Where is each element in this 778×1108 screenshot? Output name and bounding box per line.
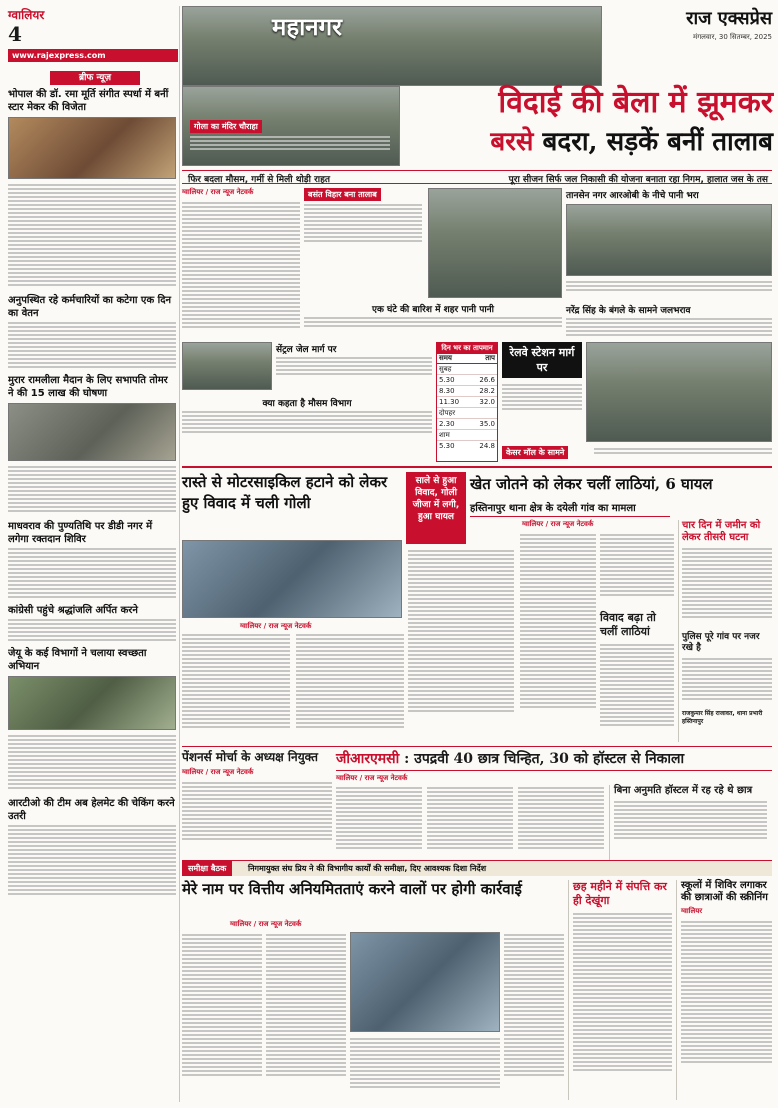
temp-time: शाम xyxy=(439,431,450,439)
photo5-label: नरेंद्र सिंह के बंगले के सामने जलभराव xyxy=(566,306,691,316)
farm-body-col1 xyxy=(520,532,596,742)
temp-value: 35.0 xyxy=(479,420,495,428)
review-headline: मेरे नाम पर वित्तीय अनियमितताएं करने वालों पर होगी कार्रवाई xyxy=(182,880,522,898)
brief-body xyxy=(8,823,176,903)
temp-rows xyxy=(437,364,497,451)
lead-headline-red: बरसे xyxy=(490,127,534,157)
basant-vihar-photo xyxy=(428,188,562,298)
page-number: 4 xyxy=(8,22,22,46)
kesar-label: केसर मॉल के सामने xyxy=(502,446,568,459)
jiwaji-col xyxy=(427,785,513,861)
city-label: ग्वालियर xyxy=(8,8,45,22)
lead-byline: ग्वालियर / राज न्यूज नेटवर्क xyxy=(182,188,254,196)
jiwaji-story xyxy=(336,750,772,856)
issue-date: मंगलवार, 30 सितम्बर, 2025 xyxy=(693,33,772,41)
pension-story xyxy=(182,750,332,856)
temp-time: 2.30 xyxy=(439,420,455,428)
website-bar: www.rajexpress.com xyxy=(8,49,178,62)
review-tag: समीक्षा बैठक xyxy=(182,861,232,876)
railway-photo xyxy=(586,342,772,442)
brief-headline: माधवराव की पुण्यतिथि पर डीडी नगर में लगेगा रक्तदान शिविर xyxy=(8,521,153,545)
paper-name: राज एक्सप्रेस xyxy=(686,8,772,29)
photo3-caption: एक घंटे की बारिश में शहर पानी पानी xyxy=(371,305,495,315)
subhead-left: फिर बदला मौसम, गर्मी से मिली थोड़ी राहत xyxy=(188,175,330,185)
farm-byline: ग्वालियर / राज न्यूज नेटवर्क xyxy=(522,520,594,528)
temperature-table xyxy=(436,342,498,462)
temp-col-temp: ताप xyxy=(485,354,495,362)
lead-body-col1 xyxy=(182,188,300,338)
brief-body xyxy=(8,733,176,793)
brief-headline: जेयू के कई विभागों ने चलाया स्वच्छता अभियान xyxy=(8,648,147,672)
weather-label: क्या कहता है मौसम विभाग xyxy=(262,399,352,409)
school-story xyxy=(676,880,772,1100)
temp-value xyxy=(467,430,497,440)
side-story xyxy=(678,520,772,742)
lead-photo3-block xyxy=(304,302,562,338)
railway-label: रेलवे स्टेशन मार्ग पर xyxy=(502,342,582,378)
temp-value: 32.0 xyxy=(479,398,495,406)
brief-headline: कांग्रेसी पहुंचे श्रद्धांजलि अर्पित करने xyxy=(8,605,138,616)
paper-masthead xyxy=(604,6,772,54)
photo2-label: बसंत विहार बना तालाब xyxy=(304,188,381,201)
jiwaji-col xyxy=(518,785,604,861)
review-col xyxy=(504,932,564,1100)
brief-news-column xyxy=(8,88,176,1100)
firing-photo xyxy=(182,540,402,618)
school-headline: स्कूलों में शिविर लगाकर की छात्राओं की स्क्रीनिंग xyxy=(681,880,768,903)
lead-subhead-bar xyxy=(182,170,772,184)
farm-inner-head: विवाद बढ़ा तो चलीं लाठियां xyxy=(600,611,656,638)
review-col xyxy=(350,1036,500,1100)
jiwaji-headline-red: जीआरएमसी xyxy=(336,751,400,767)
brief-body xyxy=(8,320,176,370)
temp-time: सुबह xyxy=(439,365,452,373)
lead-photo-label: गोला का मंदिर चौराहा xyxy=(190,120,262,133)
brief-headline: अनुपस्थित रहे कर्मचारियों का कटेगा एक दिन का वेतन xyxy=(8,295,172,319)
review-kicker-bar xyxy=(182,860,772,876)
temp-value xyxy=(467,364,497,374)
brief-photo xyxy=(8,403,176,461)
subhead-right: पूरा सीजन सिर्फ जल निकासी की योजना बनाता रहा निगम, हालात जस के तस xyxy=(508,175,768,185)
temp-value: 28.2 xyxy=(479,387,495,395)
firing-box: साले से हुआ विवाद, गोली जीजा में लगी, हुआ घायल xyxy=(406,472,466,544)
review-side xyxy=(568,880,672,1100)
central-jail-photo xyxy=(182,342,272,390)
weather-block xyxy=(182,396,432,460)
firing-byline: ग्वालियर / राज न्यूज नेटवर्क xyxy=(240,622,312,630)
jiwaji-side-head: बिना अनुमति हॉस्टल में रह रहे थे छात्र xyxy=(614,785,753,796)
firing-body-left xyxy=(182,632,290,742)
side-inner-head: पुलिस पूरे गांव पर नजर रखे है xyxy=(682,632,760,653)
lead-photo-caption xyxy=(190,134,390,152)
brief-headline: भोपाल की डॉ. रमा मूर्ति संगीत स्पर्धा में बनीं स्टार मेकर की विजेता xyxy=(8,89,169,113)
lead-headline-line1: विदाई की बेला में झूमकर xyxy=(498,85,773,120)
review-col xyxy=(266,932,346,1100)
brief-news-label: ब्रीफ न्यूज़ xyxy=(50,71,140,85)
temp-time: 5.30 xyxy=(439,376,455,384)
farm-body-col2 xyxy=(600,532,674,742)
section-rule xyxy=(182,746,772,747)
photo6-block xyxy=(276,342,432,390)
review-kicker: निगमायुक्त संघ प्रिय ने की विभागीय कार्यों की समीक्षा, दिए आवश्यक दिशा निर्देश xyxy=(248,864,487,873)
photo6-label: सेंट्रल जेल मार्ग पर xyxy=(276,345,337,355)
column-divider xyxy=(179,6,180,1102)
pension-byline: ग्वालियर / राज न्यूज नेटवर्क xyxy=(182,768,254,776)
section-rule xyxy=(182,466,772,468)
firing-headline: रास्ते से मोटरसाइकिल हटाने को लेकर हुए विवाद में चली गोली xyxy=(182,473,388,512)
lead-headline xyxy=(405,82,773,178)
left-masthead xyxy=(8,6,178,68)
farm-subhead: हस्तिनापुर थाना क्षेत्र के दयेली गांव का मामला xyxy=(470,500,670,517)
temp-time: दोपहर xyxy=(439,409,456,417)
farm-headline: खेत जोतने को लेकर चलीं लाठियां, 6 घायल xyxy=(470,475,713,493)
review-byline: ग्वालियर / राज न्यूज नेटवर्क xyxy=(230,920,302,928)
pension-headline: पेंशनर्स मोर्चा के अध्यक्ष नियुक्त xyxy=(182,750,318,764)
brief-body xyxy=(8,546,176,600)
top-photo-strip xyxy=(182,6,602,86)
temp-value xyxy=(467,408,497,418)
railway-block xyxy=(502,342,772,462)
brief-headline: मुरार रामलीला मैदान के लिए सभापति तोमर ने की 15 लाख की घोषणा xyxy=(8,375,168,399)
brief-body xyxy=(8,464,176,516)
brief-photo xyxy=(8,676,176,730)
temp-time: 11.30 xyxy=(439,398,460,406)
brief-headline: आरटीओ की टीम अब हेलमेट की चेकिंग करने उतरी xyxy=(8,798,175,822)
temp-value: 24.8 xyxy=(479,442,495,450)
temp-table-title: दिन भर का तापमान xyxy=(437,343,497,354)
lead-headline-rest: बदरा, सड़कें बनीं तालाब xyxy=(533,127,773,157)
jiwaji-headline-rest: : उपद्रवी 40 छात्र चिन्हित, 30 को हॉस्टल से निकाला xyxy=(399,751,685,767)
lead-photo2-block xyxy=(304,188,562,298)
school-byline: ग्वालियर xyxy=(681,907,703,915)
temp-col-time: समय xyxy=(439,354,452,362)
review-meeting-photo xyxy=(350,932,500,1032)
temp-value: 26.6 xyxy=(479,376,495,384)
lead-photo4-block xyxy=(566,188,772,338)
temp-time: 8.30 xyxy=(439,387,455,395)
section-title: महानगर xyxy=(272,12,342,41)
tansen-nagar-photo xyxy=(566,204,772,276)
jiwaji-col xyxy=(336,785,422,861)
brief-body xyxy=(8,617,176,643)
side-headline: चार दिन में जमीन को लेकर तीसरी घटना xyxy=(682,520,761,543)
firing-body-right xyxy=(408,548,514,742)
temp-time: 5.30 xyxy=(439,442,455,450)
firing-body-mid xyxy=(296,632,404,742)
brief-body xyxy=(8,182,176,290)
review-side-head: छह महीने में संपत्ति कर ही देखूंगा xyxy=(573,880,667,907)
rain-street-photo xyxy=(182,6,602,86)
review-col xyxy=(182,932,262,1100)
photo4-label: तानसेन नगर आरओबी के नीचे पानी भरा xyxy=(566,191,699,201)
jiwaji-byline: ग्वालियर / राज न्यूज नेटवर्क xyxy=(336,774,408,782)
brief-photo xyxy=(8,117,176,179)
side-byline: राजकुमार सिंह राजावत, थाना प्रभारी हस्तिनापुर xyxy=(682,710,763,725)
